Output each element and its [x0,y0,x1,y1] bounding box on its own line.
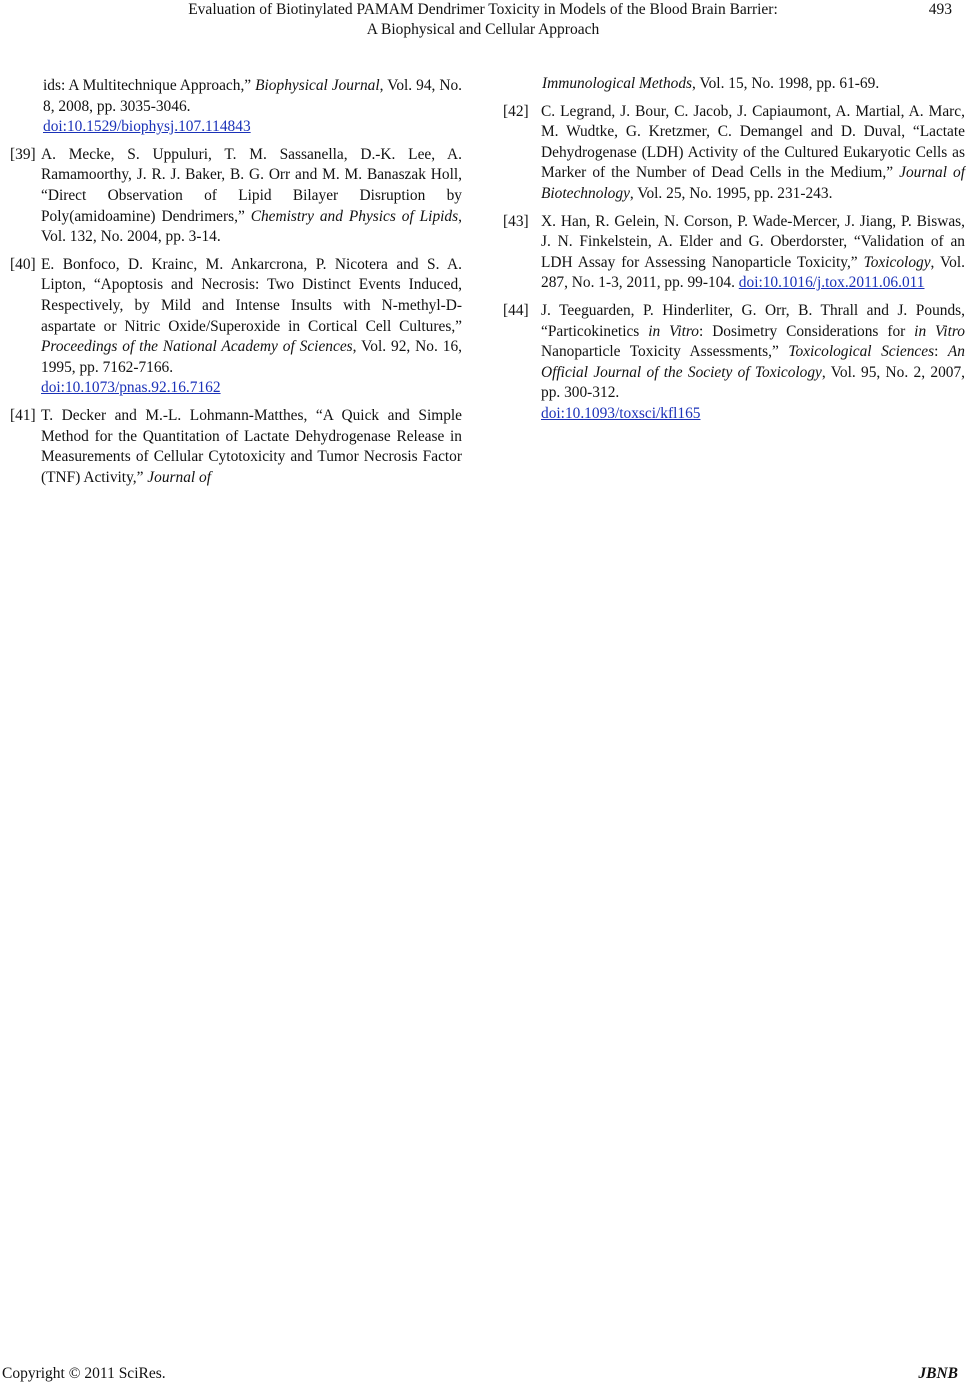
doi-link[interactable]: doi:10.1093/toxsci/kfl165 [541,404,701,422]
left-column [10,76,462,495]
ref-body [541,102,965,205]
ref-body [41,255,462,399]
ref-text: T. Decker and M.-L. Lohmann-Matthes, “A Quick and Simple Method for the Quantitation of Lactate Dehydrogenase Release in Measurements of Cellular Cytotoxicity and Tumor Necrosis Factor (TNF) Activity,” [41,406,462,486]
ref-text: Nanoparticle Toxicity Assessments,” [541,343,789,361]
ref-body [541,212,965,294]
journal-abbrev: JBNB [918,1365,958,1382]
ref-text: X. Han, R. Gelein, N. Corson, P. Wade-Mercer, J. Jiang, P. Biswas, J. N. Finkelstein, A. Elder and G. Oberdorster, “Validation of an LDH Assay for Assessing Nanoparticle Toxicity,” [541,212,965,271]
ref-number: [40] [10,255,36,273]
reference-40 [10,255,462,399]
ref-text: J. Teeguarden, P. Hinderliter, G. Orr, B. Thrall and J. Pounds, “Particokinetics [541,301,965,340]
ref-body [41,145,462,248]
ref-body [541,301,965,425]
ref-journal: Immunological Methods [542,75,693,92]
ref-journal: Chemistry and Physics of Lipids [250,207,459,225]
doi-link[interactable]: doi:10.1016/j.tox.2011.06.011 [738,274,925,292]
ref-text: , Vol. 15, No. 1998, pp. 61-69. [692,75,880,92]
ref-text: , Vol. 132, No. 2004, pp. 3-14. [41,207,462,246]
ref-italic: in Vitro [648,322,700,340]
ref-number: [39] [10,145,36,163]
ref-text: , Vol. 287, No. 1-3, 2011, pp. 99-104. [541,253,965,292]
ref-journal: An Official Journal of the Society of Toxicology [541,343,966,381]
ref-journal: Toxicological Sciences [788,343,935,361]
header-title-line1: Evaluation of Biotinylated PAMAM Dendrimer Toxicity in Models of the Blood Brain Barrier: [188,1,778,18]
page-number: 493 [928,1,952,18]
copyright-notice: Copyright © 2011 SciRes. [2,1365,166,1382]
ref-journal: Journal of Biotechnology [541,164,965,202]
ref-text: ids: A Multitechnique Approach,” [43,77,256,94]
ref-text: E. Bonfoco, D. Krainc, M. Ankarcrona, P. Nicotera and S. A. Lipton, “Apoptosis and Necrosis: Two Distinct Events Induced, Respectively, by Mild and Intense Insults with N-methyl-D-aspartate or Nitric Oxide/Superoxide in Cortical Cell Cultures,” [41,255,462,335]
ref-number: [41] [10,406,36,424]
ref-text: : Dosimetry Considerations for [699,322,915,340]
ref-number: [44] [503,301,529,319]
ref-text: , Vol. 92, No. 16, 1995, pp. 7162-7166. [41,338,462,376]
ref38-continuation [10,76,462,138]
ref-text: : [934,343,948,361]
right-column [503,74,965,432]
ref-journal: Toxicology [863,253,931,271]
reference-42 [503,102,965,205]
doi-link[interactable]: doi:10.1073/pnas.92.16.7162 [41,379,221,397]
doi-link[interactable]: doi:10.1529/biophysj.107.114843 [43,118,251,136]
reference-43 [503,212,965,294]
ref-journal: Journal of [147,468,211,486]
ref41-continuation [503,74,965,95]
ref-text: , Vol. 95, No. 2, 2007, pp. 300-312. [541,363,966,402]
ref-text: , Vol. 94, No. 8, 2008, pp. 3035-3046. [43,77,463,115]
ref-body [41,406,462,488]
ref-number: [43] [503,212,529,230]
ref-text: , Vol. 25, No. 1995, pp. 231-243. [629,184,833,202]
ref-text: C. Legrand, J. Bour, C. Jacob, J. Capiaumont, A. Martial, A. Marc, M. Wudtke, G. Kretzmer, C. Demangel and D. Duval, “Lactate Dehydrogenase (LDH) Activity of the Cultured Eukaryotic Cells as Marker of the Number of Dead Cells in the Medium,” [541,102,965,182]
ref-italic: in Vitro [914,322,965,340]
ref-journal: Proceedings of the National Academy of Sciences [41,338,353,356]
ref-text: A. Mecke, S. Uppuluri, T. M. Sassanella, D.-K. Lee, A. Ramamoorthy, J. R. J. Baker, B. G. Orr and M. M. Banaszak Holl, “Direct Observation of Lipid Bilayer Disruption by Poly(amidoamine) Dendrimers,” [41,145,462,225]
page-footer [2,1364,960,1384]
reference-39 [10,145,462,248]
header-title-line2: A Biophysical and Cellular Approach [366,21,600,38]
ref-journal: Biophysical Journal [255,77,380,94]
reference-44 [503,301,965,425]
reference-41 [10,406,462,488]
ref-number: [42] [503,102,529,120]
